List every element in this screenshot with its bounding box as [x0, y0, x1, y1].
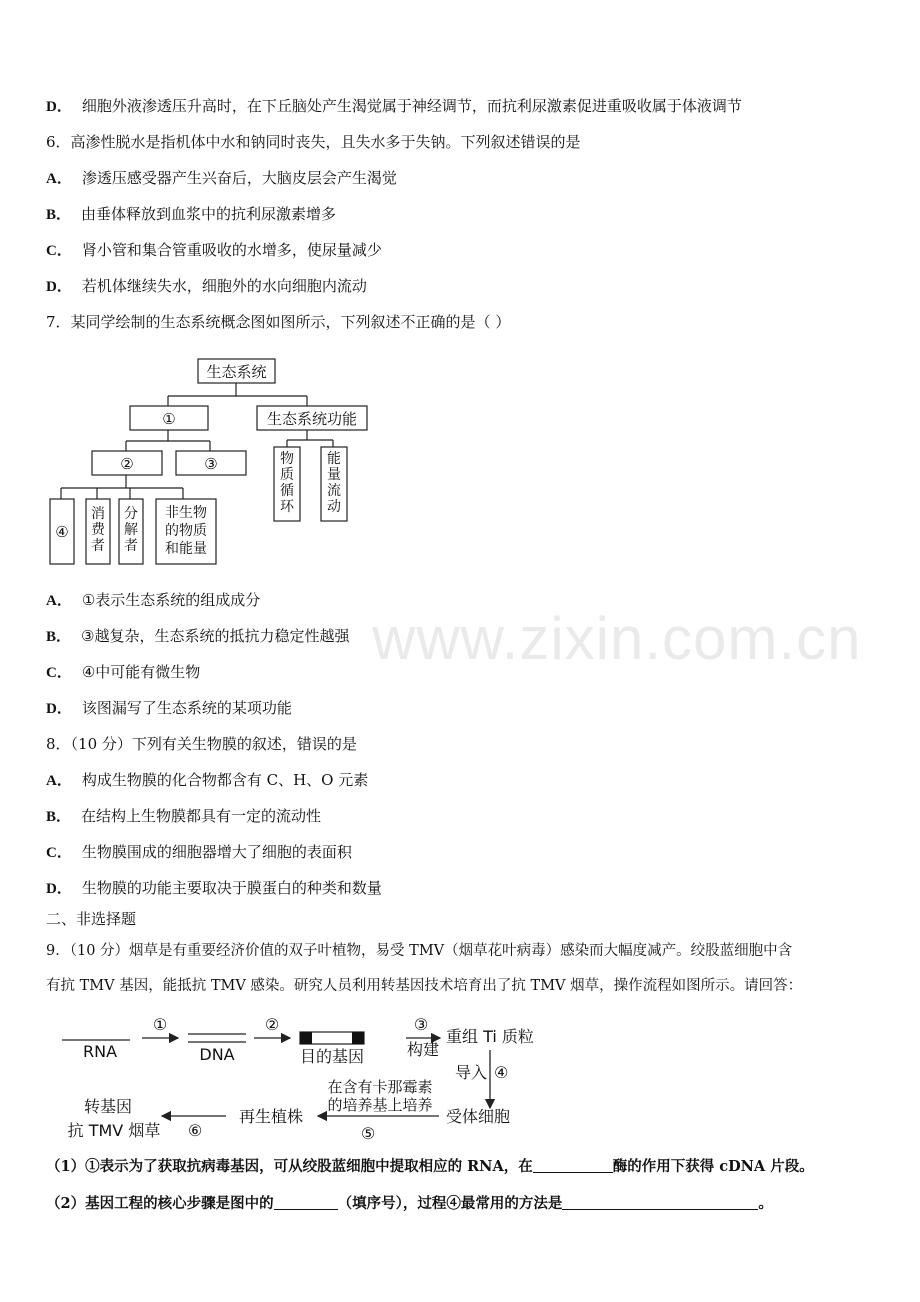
flow-transgenic-line2: 抗 TMV 烟草	[67, 1121, 161, 1140]
map-root: 生态系统	[206, 363, 267, 381]
map-node-3: ③	[204, 455, 218, 473]
q6-option-c: C． 肾小管和集合管重吸收的水增多，使尿量减少	[46, 241, 382, 259]
q7-option-a: A． ①表示生态系统的组成成分	[46, 591, 261, 609]
flow-rna: RNA	[82, 1042, 118, 1061]
q8-option-d: D． 生物膜的功能主要取决于膜蛋白的种类和数量	[46, 879, 382, 897]
flow-import-label: 导入	[455, 1063, 488, 1082]
map-energy-flow: 能量流动	[327, 451, 341, 515]
flow-dna: DNA	[199, 1045, 235, 1064]
map-consumer: 消费者	[91, 506, 105, 554]
section-heading: 二、非选择题	[46, 910, 137, 928]
answer-blank-1[interactable]	[533, 1158, 613, 1173]
map-function: 生态系统功能	[266, 410, 358, 428]
flow-step-6: ⑥	[187, 1121, 203, 1140]
transgenic-flow-diagram	[56, 1012, 576, 1148]
q7-option-d: D． 该图漏写了生态系统的某项功能	[46, 699, 292, 717]
map-nonbio-line3: 和能量	[165, 541, 207, 557]
map-decomposer: 分解者	[124, 506, 138, 554]
flow-culture-line1: 在含有卡那霉素	[327, 1078, 433, 1096]
q8-stem: 8．（10 分）下列有关生物膜的叙述，错误的是	[46, 735, 357, 753]
q9-stem-line1: 9．（10 分）烟草是有重要经济价值的双子叶植物，易受 TMV（烟草花叶病毒）感染而大幅度减产。绞股蓝细胞中含	[46, 943, 793, 959]
map-node-2: ②	[120, 455, 134, 473]
q7-stem: 7．某同学绘制的生态系统概念图如图所示，下列叙述不正确的是（ ）	[46, 313, 511, 331]
watermark: www.zixin.com.cn	[372, 605, 862, 672]
answer-blank-3[interactable]	[562, 1195, 758, 1210]
q8-option-c: C． 生物膜围成的细胞器增大了细胞的表面积	[46, 843, 352, 861]
q7-option-c: C． ④中可能有微生物	[46, 663, 201, 681]
q9-stem-line2: 有抗 TMV 基因，能抵抗 TMV 感染。研究人员利用转基因技术培育出了抗 TMV 烟草，操作流程如图所示。请回答：	[46, 978, 803, 994]
map-nonbio-line1: 非生物	[165, 505, 207, 521]
flow-step-3: ③	[413, 1015, 429, 1034]
map-nonbio-line2: 的物质	[165, 523, 207, 539]
answer-blank-2[interactable]	[274, 1195, 338, 1210]
flow-step-1: ①	[152, 1015, 168, 1034]
flow-build-label: 构建	[406, 1040, 440, 1059]
q8-option-a: A． 构成生物膜的化合物都含有 C、H、O 元素	[46, 771, 369, 789]
flow-step-5: ⑤	[360, 1124, 376, 1143]
flow-culture-line2: 的培养基上培养	[327, 1096, 433, 1114]
q6-option-d: D． 若机体继续失水，细胞外的水向细胞内流动	[46, 277, 367, 295]
map-material-cycle: 物质循环	[280, 451, 294, 515]
flow-target-gene: 目的基因	[299, 1047, 365, 1066]
flow-step-2: ②	[264, 1015, 280, 1034]
q5-option-d: D． 细胞外液渗透压升高时，在下丘脑处产生渴觉属于神经调节，而抗利尿激素促进重吸收属于体液调节	[46, 97, 742, 115]
map-node-4: ④	[55, 523, 69, 541]
q9-sub1: （1）①表示为了获取抗病毒基因，可从绞股蓝细胞中提取相应的 RNA，在 酶的作用下获得 cDNA 片段。	[46, 1158, 814, 1175]
q9-sub2: （2）基因工程的核心步骤是图中的 （填序号），过程④最常用的方法是 。	[46, 1195, 773, 1212]
ecosystem-concept-map	[46, 352, 376, 570]
flow-step-4: ④	[494, 1063, 509, 1082]
map-node-1: ①	[162, 410, 176, 428]
flow-recombinant-plasmid: 重组 Ti 质粒	[446, 1027, 534, 1046]
flow-regenerated-plant: 再生植株	[238, 1107, 304, 1126]
q7-option-b: B． ③越复杂，生态系统的抵抗力稳定性越强	[46, 627, 350, 645]
flow-receptor-cell: 受体细胞	[446, 1107, 511, 1126]
q6-option-a: A． 渗透压感受器产生兴奋后，大脑皮层会产生渴觉	[46, 169, 397, 187]
q8-option-b: B． 在结构上生物膜都具有一定的流动性	[46, 807, 322, 825]
q6-stem: 6．高渗性脱水是指机体中水和钠同时丧失，且失水多于失钠。下列叙述错误的是	[46, 133, 581, 151]
q6-option-b: B． 由垂体释放到血浆中的抗利尿激素增多	[46, 205, 337, 223]
flow-transgenic-line1: 转基因	[83, 1097, 133, 1116]
